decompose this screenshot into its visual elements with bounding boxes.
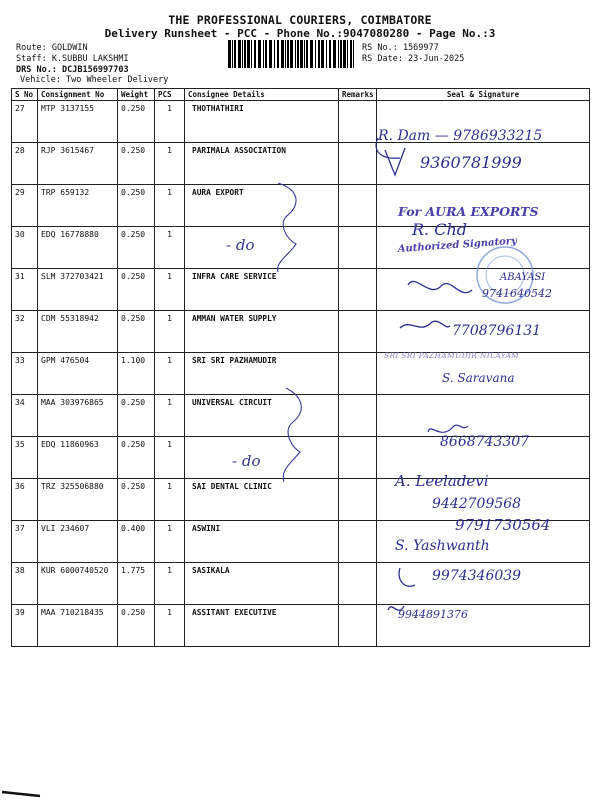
consignment-no-cell: EDQ 16778880 xyxy=(38,227,118,269)
weight-cell: 1.775 xyxy=(118,563,155,605)
sno-cell: 34 xyxy=(12,395,38,437)
table-row xyxy=(12,101,590,143)
consignee-cell: SAI DENTAL CLINIC xyxy=(185,479,339,521)
table-row xyxy=(12,521,590,563)
sno-cell: 27 xyxy=(12,101,38,143)
consignment-no-cell: VLI 234607 xyxy=(38,521,118,563)
signature-cell xyxy=(377,227,590,269)
sno-cell: 33 xyxy=(12,353,38,395)
consignee-cell: SRI SRI PAZHAMUDIR xyxy=(185,353,339,395)
stamp-signature: R. Chd xyxy=(412,220,468,239)
signature-r35: 8668743307 xyxy=(440,434,530,450)
consignment-no-cell: EDQ 11860963 xyxy=(38,437,118,479)
consignee-cell: PARIMALA ASSOCIATION xyxy=(185,143,339,185)
pcs-cell: 1 xyxy=(155,479,185,521)
table-row xyxy=(12,185,590,227)
col-consignee-details-header: Consignee Details xyxy=(185,89,339,101)
sno-cell: 35 xyxy=(12,437,38,479)
consignment-no-cell: CDM 55318942 xyxy=(38,311,118,353)
table-row xyxy=(12,437,590,479)
signature-cell xyxy=(377,143,590,185)
weight-cell: 0.400 xyxy=(118,521,155,563)
consignment-no-cell: TRZ 325506880 xyxy=(38,479,118,521)
weight-cell: 0.250 xyxy=(118,605,155,647)
runsheet-table xyxy=(11,88,590,647)
signature-cell xyxy=(377,605,590,647)
weight-cell: 0.250 xyxy=(118,101,155,143)
stamp-aura-exports: For AURA EXPORTS xyxy=(398,204,539,219)
stamp-authorized-signatory: Authorized Signatory xyxy=(397,235,518,255)
signature-r31-phone: 9741640542 xyxy=(482,287,552,300)
weight-cell: 0.250 xyxy=(118,437,155,479)
signature-cell xyxy=(377,311,590,353)
company-title: THE PROFESSIONAL COURIERS, COIMBATORE xyxy=(168,13,432,27)
rs-date-label: RS Date: 23-Jun-2025 xyxy=(362,54,465,64)
sno-cell: 30 xyxy=(12,227,38,269)
rs-no-label: RS No.: 1569977 xyxy=(362,43,439,53)
col-seal-signature-header: Seal & Signature xyxy=(377,89,590,101)
runsheet-subtitle: Delivery Runsheet - PCC - Phone No.:9047080280 - Page No.:3 xyxy=(104,27,496,40)
remarks-cell xyxy=(339,269,377,311)
signature-r39: 9944891376 xyxy=(398,608,468,621)
pcs-cell: 1 xyxy=(155,437,185,479)
signature-r36-name: A. Leeladevi xyxy=(395,472,489,490)
signature-r37-phone: 9791730564 xyxy=(455,516,551,534)
col-sno-header: S No xyxy=(12,89,38,101)
signature-r33: S. Saravana xyxy=(442,371,515,385)
pcs-cell: 1 xyxy=(155,269,185,311)
remarks-cell xyxy=(339,143,377,185)
consignee-cell xyxy=(185,437,339,479)
remarks-cell xyxy=(339,563,377,605)
table-row xyxy=(12,479,590,521)
table-row xyxy=(12,311,590,353)
signature-r28: 9360781999 xyxy=(420,153,522,172)
col-pcs-header: PCS xyxy=(155,89,185,101)
remarks-cell xyxy=(339,605,377,647)
table-row xyxy=(12,227,590,269)
sno-cell: 39 xyxy=(12,605,38,647)
weight-cell: 0.250 xyxy=(118,185,155,227)
signature-cell xyxy=(377,395,590,437)
consignee-cell: ASSITANT EXECUTIVE xyxy=(185,605,339,647)
pcs-cell: 1 xyxy=(155,395,185,437)
pcs-cell: 1 xyxy=(155,227,185,269)
drs-label: DRS No.: DCJB156997703 xyxy=(16,65,129,75)
consignee-cell: INFRA CARE SERVICE xyxy=(185,269,339,311)
weight-cell: 0.250 xyxy=(118,227,155,269)
col-consignment-no-header: Consignment No xyxy=(38,89,118,101)
route-label: Route: GOLDWIN xyxy=(16,43,88,53)
remarks-cell xyxy=(339,101,377,143)
sno-cell: 31 xyxy=(12,269,38,311)
pcs-cell: 1 xyxy=(155,605,185,647)
pcs-cell: 1 xyxy=(155,101,185,143)
barcode-image xyxy=(228,40,354,68)
pcs-cell: 1 xyxy=(155,143,185,185)
weight-cell: 0.250 xyxy=(118,395,155,437)
table-header-row xyxy=(12,89,590,101)
signature-cell xyxy=(377,269,590,311)
signature-r36-phone: 9442709568 xyxy=(432,496,522,512)
remarks-cell xyxy=(339,227,377,269)
signature-r38: 9974346039 xyxy=(432,568,522,584)
sno-cell: 36 xyxy=(12,479,38,521)
consignee-cell: SASIKALA xyxy=(185,563,339,605)
consignee-cell: THOTHATHIRI xyxy=(185,101,339,143)
signature-cell xyxy=(377,353,590,395)
vehicle-label: Vehicle: Two Wheeler Delivery xyxy=(20,75,169,85)
table-row xyxy=(12,563,590,605)
consignment-no-cell: GPM 476504 xyxy=(38,353,118,395)
table-row xyxy=(12,353,590,395)
signature-r32: 7708796131 xyxy=(452,323,542,339)
remarks-cell xyxy=(339,311,377,353)
signature-cell xyxy=(377,479,590,521)
sno-cell: 38 xyxy=(12,563,38,605)
remarks-cell xyxy=(339,521,377,563)
signature-r37-name: S. Yashwanth xyxy=(395,538,490,554)
consignment-no-cell: MAA 303976865 xyxy=(38,395,118,437)
sno-cell: 29 xyxy=(12,185,38,227)
pcs-cell: 1 xyxy=(155,563,185,605)
weight-cell: 0.250 xyxy=(118,479,155,521)
sno-cell: 28 xyxy=(12,143,38,185)
consignee-cell: AURA EXPORT xyxy=(185,185,339,227)
table-row xyxy=(12,269,590,311)
stamp-r33: SRI SRI PAZHAMUDIR NILAYAM xyxy=(384,351,520,360)
consignee-cell xyxy=(185,227,339,269)
weight-cell: 0.250 xyxy=(118,143,155,185)
consignment-no-cell: TRP 659132 xyxy=(38,185,118,227)
ditto-mark-1: - do xyxy=(226,236,255,254)
consignment-no-cell: RJP 3615467 xyxy=(38,143,118,185)
remarks-cell xyxy=(339,185,377,227)
sno-cell: 32 xyxy=(12,311,38,353)
table-row xyxy=(12,605,590,647)
signature-r27: R. Dam — 9786933215 xyxy=(378,128,543,144)
col-weight-header: Weight xyxy=(118,89,155,101)
weight-cell: 0.250 xyxy=(118,269,155,311)
consignee-cell: AMMAN WATER SUPPLY xyxy=(185,311,339,353)
signature-r31-name: ABAYASI xyxy=(500,272,546,283)
consignee-cell: ASWINI xyxy=(185,521,339,563)
pcs-cell: 1 xyxy=(155,311,185,353)
signature-cell xyxy=(377,101,590,143)
weight-cell: 1.100 xyxy=(118,353,155,395)
remarks-cell xyxy=(339,437,377,479)
weight-cell: 0.250 xyxy=(118,311,155,353)
consignee-cell: UNIVERSAL CIRCUIT xyxy=(185,395,339,437)
staff-label: Staff: K.SUBBU LAKSHMI xyxy=(16,54,129,64)
signature-cell xyxy=(377,185,590,227)
table-row xyxy=(12,143,590,185)
col-remarks-header: Remarks xyxy=(339,89,377,101)
consignment-no-cell: MTP 3137155 xyxy=(38,101,118,143)
remarks-cell xyxy=(339,395,377,437)
pcs-cell: 1 xyxy=(155,185,185,227)
pcs-cell: 1 xyxy=(155,521,185,563)
pcs-cell: 1 xyxy=(155,353,185,395)
signature-cell xyxy=(377,437,590,479)
signature-cell xyxy=(377,563,590,605)
consignment-no-cell: KUR 6000740520 xyxy=(38,563,118,605)
remarks-cell xyxy=(339,479,377,521)
consignment-no-cell: SLM 372703421 xyxy=(38,269,118,311)
remarks-cell xyxy=(339,353,377,395)
ditto-mark-2: - do xyxy=(232,452,261,470)
signature-cell xyxy=(377,521,590,563)
table-row xyxy=(12,395,590,437)
sno-cell: 37 xyxy=(12,521,38,563)
consignment-no-cell: MAA 710218435 xyxy=(38,605,118,647)
